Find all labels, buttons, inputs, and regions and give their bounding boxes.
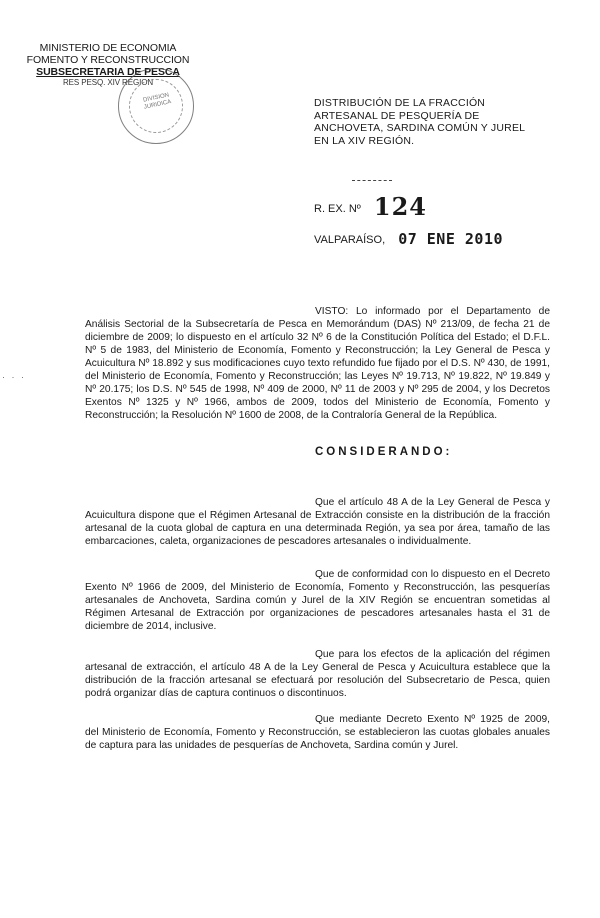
resolution-number-block [314,192,427,221]
subject-line: DISTRIBUCIÓN DE LA FRACCIÓN [314,97,486,109]
considerando-heading: CONSIDERANDO: [315,446,453,458]
document-subject [314,97,552,147]
date-stamp: 07 ENE 2010 [398,230,504,248]
considerando-paragraph-1: Que el artículo 48 A de la Ley General de Pesca y Acuicultura dispone que el Régimen Artesanal de Extracción consiste en la distribución de la fracción artesanal de la cuota global de captura en una determinada Región, ya sea por área, tamaño de las embarcaciones, caleta, organizaciones de pescadores artesanales o individualmente. [85,497,550,547]
resolution-code: RES PESQ. XIV REGION [62,78,154,87]
considerando-paragraph-2: Que de conformidad con lo dispuesto en el Decreto Exento Nº 1966 de 2009, del Ministerio de Economía, Fomento y Reconstrucción, las pesquerías artesanales de Anchoveta, Sardina común y Jurel de la XIV Región se encuentran sometidas al Régimen Artesanal de Extracción por organizaciones de pescadores artesanales hasta el 31 de diciembre de 2014, inclusive. [85,569,550,632]
subject-line: EN LA XIV REGIÓN. [314,134,415,147]
visto-paragraph: VISTO: Lo informado por el Departamento de Análisis Sectorial de la Subsecretaría de Pesca en Memorándum (DAS) Nº 213/09, de fecha 21 de diciembre de 2009; lo dispuesto en el artículo 32 Nº 6 de la Constitución Política del Estado; el D.F.L. Nº 5 de 1983, del Ministerio de Economía, Fomento y Reconstrucción; la Ley General de Pesca y Acuicultura Nº 18.892 y sus modificaciones cuyo texto refundido fue fijado por el D.S. Nº 430, de 1991, del Ministerio de Economía, Fomento y Reconstrucción; las Leyes Nº 19.713, Nº 19.822, Nº 19.849 y Nº 20.175; los D.S. Nº 545 de 1998, Nº 409 de 2000, Nº 11 de 2003 y Nº 295 de 2004, y los Decretos Exentos Nº 1325 y Nº 1966, ambos de 2009, todos del Ministerio de Economía, Fomento y Reconstrucción; la Resolución Nº 1600 de 2008, de la Contraloría General de la República. [85,306,550,421]
margin-mark: · · · [2,372,26,382]
place-date-block [314,230,503,248]
subject-line: ANCHOVETA, SARDINA COMÚN Y JUREL [314,122,526,134]
ministry-name: MINISTERIO DE ECONOMIA [39,42,177,54]
considerando-paragraph-3: Que para los efectos de la aplicación del régimen artesanal de extracción, el artículo 48 A de la Ley General de Pesca y Acuicultura establece que la distribución de la fracción artesanal se efectuará por resolución del Subsecretario de Pesca, quien podrá organizar días de captura continuos o discontinuos. [85,649,550,699]
stamp-text: DIVISION JURIDICA [142,92,172,111]
handwritten-dash [352,180,392,181]
considerando-paragraph-4: Que mediante Decreto Exento Nº 1925 de 2009, del Ministerio de Economía, Fomento y Reconstrucción, se establecieron las cuotas globales anuales de captura para las unidades de pesquerías de Anchoveta, Sardina común y Jurel. [85,714,550,751]
resolution-number: 124 [373,192,427,221]
subject-line: ARTESANAL DE PESQUERÍA DE [314,109,480,122]
ministry-name-cont: FOMENTO Y RECONSTRUCCION [26,54,190,66]
resolution-label: R. EX. Nº [314,203,361,215]
subsecretaria-name: SUBSECRETARIA DE PESCA [36,66,180,78]
place: VALPARAÍSO, [314,234,386,246]
official-stamp [118,68,194,144]
